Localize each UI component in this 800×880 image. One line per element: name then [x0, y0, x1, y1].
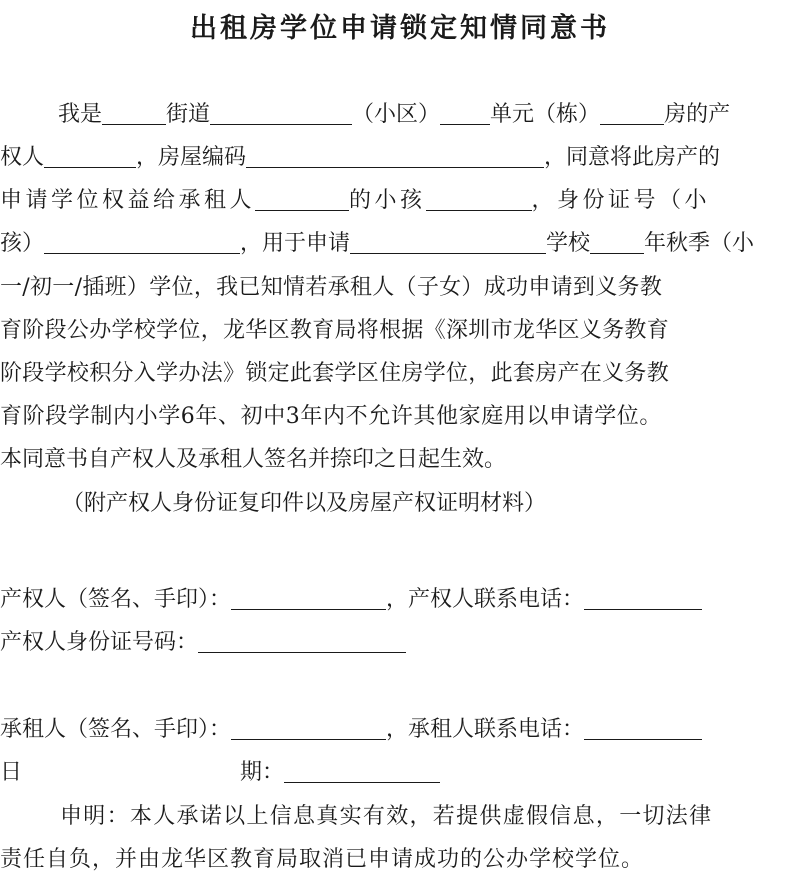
paragraph-line-6: 育阶段公办学校学位，龙华区教育局将根据《深圳市龙华区义务教育: [0, 318, 670, 343]
blank-street[interactable]: [102, 95, 166, 125]
paragraph-line-1: [0, 95, 800, 135]
text-hai: 孩）: [0, 231, 45, 256]
blank-house-code[interactable]: [246, 138, 544, 168]
text-autumn: 年秋季（小: [644, 231, 755, 256]
tenant-sign-row: [0, 710, 800, 750]
date-label-left: 日: [0, 760, 23, 785]
blank-school[interactable]: [350, 224, 546, 254]
blank-room[interactable]: [600, 95, 664, 125]
paragraph-line-7: 阶段学校积分入学办法》锁定此套学区住房学位，此套房产在义务教: [0, 361, 670, 386]
text-child: 的小孩: [349, 188, 426, 213]
blank-child-id[interactable]: [44, 224, 240, 254]
owner-phone-blank[interactable]: [584, 580, 702, 610]
owner-sign-blank[interactable]: [231, 580, 386, 610]
text-jiedao: 街道: [166, 102, 211, 127]
owner-id-blank[interactable]: [198, 623, 406, 653]
tenant-phone-label: ，承租人联系电话：: [386, 717, 585, 742]
blank-unit[interactable]: [440, 95, 490, 125]
text-fang-de-chan: 房的产: [664, 102, 731, 127]
text-house-code: ，房屋编码: [136, 145, 247, 170]
owner-sign-row: [0, 580, 800, 620]
text-danyuan: 单元（栋）: [490, 102, 601, 127]
owner-id-row: [0, 623, 800, 663]
text-school: 学校: [546, 231, 591, 256]
blank-owner-name[interactable]: [44, 138, 136, 168]
paragraph-line-3: [0, 181, 800, 221]
document-title: 出租房学位申请锁定知情同意书: [190, 13, 610, 44]
paragraph-line-9: 本同意书自产权人及承租人签名并捺印之日起生效。: [0, 447, 507, 472]
tenant-sign-label: 承租人（签名、手印）：: [0, 717, 232, 742]
declaration-line-2: 责任自负，并由龙华区教育局取消已申请成功的公办学校学位。: [0, 847, 645, 872]
text-id-number: ，身份证号（小: [531, 188, 711, 213]
text-apply-rights: 申请学位权益给承租人: [0, 188, 256, 213]
paragraph-line-2: [0, 138, 800, 178]
date-label-right: 期：: [240, 760, 285, 785]
paragraph-line-5: 一/初一/插班）学位，我已知情若承租人（子女）成功申请到义务教: [0, 275, 663, 300]
text-agree: ，同意将此房产的: [544, 145, 721, 170]
text-quanren: 权人: [0, 145, 45, 170]
blank-year[interactable]: [590, 224, 644, 254]
date-blank[interactable]: [284, 753, 440, 783]
date-row: [0, 753, 800, 793]
text-for-apply: ，用于申请: [240, 231, 351, 256]
text-wo-shi: 我是: [58, 102, 103, 127]
paragraph-line-8: 育阶段学制内小学6年、初中3年内不允许其他家庭用以申请学位。: [0, 404, 662, 429]
owner-id-label: 产权人身份证号码：: [0, 630, 199, 655]
declaration-line-1: 申明：本人承诺以上信息真实有效，若提供虚假信息，一切法律: [60, 804, 713, 829]
owner-phone-label: ，产权人联系电话：: [386, 587, 585, 612]
blank-tenant-name[interactable]: [255, 181, 349, 211]
text-xiaoqu: （小区）: [352, 102, 441, 127]
tenant-phone-blank[interactable]: [584, 710, 702, 740]
attachment-note: （附产权人身份证复印件以及房屋产权证明材料）: [62, 491, 547, 516]
owner-sign-label: 产权人（签名、手印）：: [0, 587, 232, 612]
tenant-sign-blank[interactable]: [231, 710, 386, 740]
paragraph-line-4: [0, 224, 800, 264]
blank-community[interactable]: [210, 95, 352, 125]
blank-child[interactable]: [426, 181, 532, 211]
